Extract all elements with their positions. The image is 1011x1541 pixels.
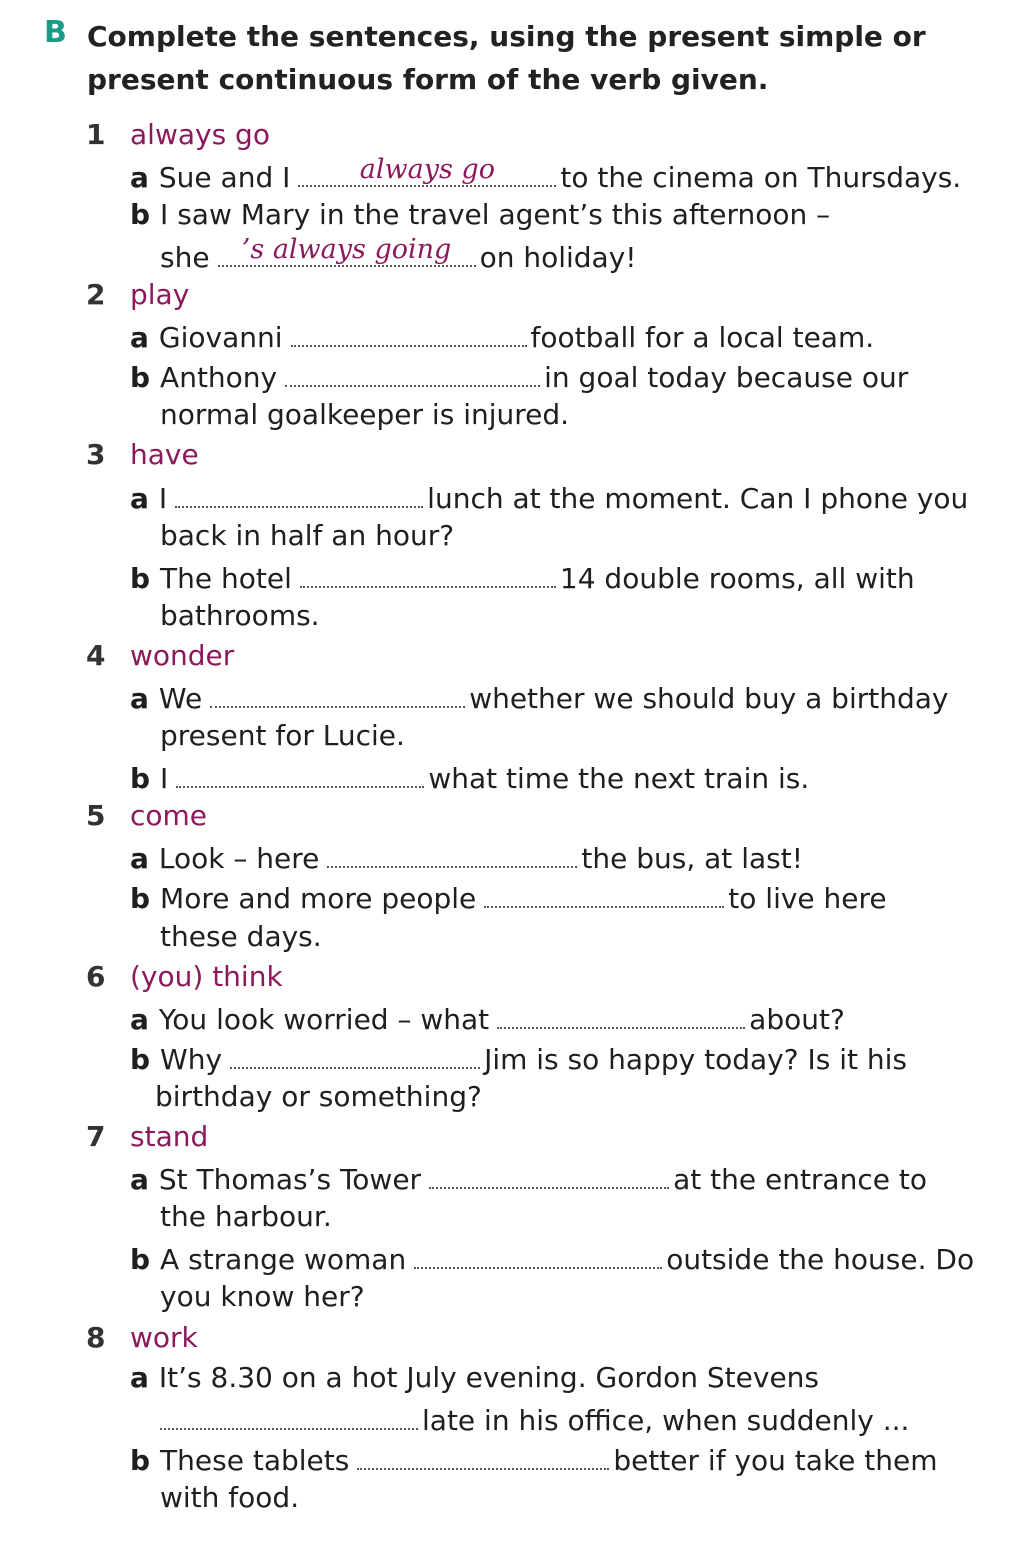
sentence-text: in goal today because our — [544, 361, 909, 394]
sentence-letter: a — [130, 321, 149, 354]
sentence-5b — [130, 876, 887, 919]
answer-blank[interactable] — [175, 476, 423, 508]
sentence-3a-cont: back in half an hour? — [160, 519, 455, 552]
sentence-1b-cont — [160, 235, 637, 278]
answer-blank[interactable] — [210, 676, 465, 708]
sentence-text: Why — [160, 1043, 223, 1076]
sentence-text: lunch at the moment. Can I phone you — [427, 482, 969, 515]
item-number: 4 — [86, 639, 106, 672]
answer-blank[interactable] — [429, 1157, 669, 1189]
sentence-4a — [130, 676, 948, 719]
sentence-letter: a — [130, 1163, 149, 1196]
sentence-2a — [130, 315, 874, 358]
sentence-text: football for a local team. — [530, 321, 875, 354]
sentence-6a — [130, 997, 845, 1040]
item-verb: have — [130, 438, 199, 471]
sentence-8b-cont: with food. — [160, 1481, 300, 1514]
handwritten-answer: ’s always going — [241, 234, 452, 265]
sentence-text: on holiday! — [479, 241, 637, 274]
sentence-2b — [130, 355, 908, 398]
answer-blank[interactable] — [176, 756, 424, 788]
sentence-text: Look – here — [158, 842, 320, 875]
sentence-3b — [130, 556, 915, 599]
item-number: 3 — [86, 438, 106, 471]
sentence-text: to live here — [728, 882, 887, 915]
sentence-text: I — [160, 762, 169, 795]
sentence-4b — [130, 756, 809, 799]
sentence-letter: b — [130, 1444, 151, 1477]
sentence-letter: b — [130, 1043, 151, 1076]
sentence-text: late in his office, when suddenly ... — [422, 1404, 910, 1437]
answer-blank[interactable] — [327, 836, 577, 868]
sentence-letter: b — [130, 198, 151, 231]
sentence-text: 14 double rooms, all with — [559, 562, 915, 595]
answer-blank[interactable] — [291, 315, 527, 347]
item-number: 7 — [86, 1120, 106, 1153]
sentence-2b-cont: normal goalkeeper is injured. — [160, 398, 570, 431]
sentence-text: about? — [749, 1003, 845, 1036]
sentence-text: It’s 8.30 on a hot July evening. Gordon Stevens — [158, 1361, 819, 1394]
sentence-8a — [130, 1358, 819, 1398]
sentence-letter: a — [130, 1003, 149, 1036]
item-verb: stand — [130, 1120, 209, 1153]
sentence-text: The hotel — [160, 562, 292, 595]
sentence-text: outside the house. Do — [666, 1243, 975, 1276]
sentence-3b-cont: bathrooms. — [160, 599, 320, 632]
sentence-text: to the cinema on Thursdays. — [560, 161, 962, 194]
item-verb: wonder — [130, 639, 235, 672]
exercise-instruction: Complete the sentences, using the present simple or present continuous form of the verb given. — [87, 20, 926, 96]
sentence-7a-cont: the harbour. — [160, 1200, 332, 1233]
sentence-7a — [130, 1157, 927, 1200]
sentence-letter: a — [130, 161, 149, 194]
sentence-letter: a — [130, 482, 149, 515]
sentence-text: These tablets — [160, 1444, 350, 1477]
answer-blank[interactable] — [357, 1438, 609, 1470]
answer-blank[interactable] — [160, 1398, 418, 1430]
sentence-letter: b — [130, 882, 151, 915]
sentence-text: Anthony — [160, 361, 278, 394]
answer-blank[interactable] — [230, 1037, 480, 1069]
item-number: 2 — [86, 278, 106, 311]
sentence-1b — [130, 195, 830, 235]
sentence-text: what time the next train is. — [428, 762, 810, 795]
sentence-text: We — [158, 682, 203, 715]
sentence-5a — [130, 836, 803, 879]
sentence-text: better if you take them — [613, 1444, 938, 1477]
answer-blank[interactable] — [497, 997, 745, 1029]
item-verb: always go — [130, 118, 270, 151]
sentence-text: whether we should buy a birthday — [469, 682, 949, 715]
exercise-letter: B — [44, 15, 67, 50]
sentence-3a — [130, 476, 968, 519]
sentence-letter: b — [130, 762, 151, 795]
sentence-text: I — [158, 482, 168, 515]
item-number: 8 — [86, 1321, 106, 1354]
item-number: 6 — [86, 960, 106, 993]
answer-blank[interactable] — [414, 1237, 662, 1269]
handwritten-answer: always go — [359, 154, 495, 185]
sentence-text: I saw Mary in the travel agent’s this afternoon – — [160, 198, 831, 231]
sentence-6b — [130, 1037, 907, 1080]
sentence-letter: b — [130, 1243, 151, 1276]
sentence-text: You look worried – what — [158, 1003, 490, 1036]
sentence-text: A strange woman — [160, 1243, 407, 1276]
sentence-letter: b — [130, 361, 151, 394]
sentence-4a-cont: present for Lucie. — [160, 719, 405, 752]
sentence-7b-cont: you know her? — [160, 1280, 365, 1313]
item-verb: come — [130, 799, 208, 832]
sentence-letter: a — [130, 1361, 149, 1394]
item-verb: work — [130, 1321, 198, 1354]
sentence-text: Sue and I — [158, 161, 291, 194]
sentence-1a — [130, 155, 961, 198]
sentence-text: St Thomas’s Tower — [158, 1163, 422, 1196]
sentence-8b — [130, 1438, 938, 1481]
sentence-letter: a — [130, 682, 149, 715]
answer-blank[interactable] — [285, 355, 540, 387]
sentence-6b-cont: birthday or something? — [155, 1080, 482, 1113]
sentence-text: the bus, at last! — [581, 842, 803, 875]
sentence-text: she — [160, 241, 210, 274]
answer-blank[interactable] — [298, 155, 556, 187]
sentence-8a-cont — [152, 1398, 909, 1441]
answer-blank[interactable] — [484, 876, 724, 908]
sentence-5b-cont: these days. — [160, 920, 322, 953]
item-number: 5 — [86, 799, 106, 832]
sentence-7b — [130, 1237, 974, 1280]
sentence-text: at the entrance to — [673, 1163, 927, 1196]
sentence-text: Jim is so happy today? Is it his — [484, 1043, 907, 1076]
sentence-text: More and more people — [160, 882, 477, 915]
item-number: 1 — [86, 118, 106, 151]
sentence-text: Giovanni — [158, 321, 283, 354]
answer-blank[interactable] — [218, 235, 476, 267]
sentence-letter: b — [130, 562, 151, 595]
sentence-letter: a — [130, 842, 149, 875]
answer-blank[interactable] — [300, 556, 556, 588]
item-verb: (you) think — [130, 960, 283, 993]
item-verb: play — [130, 278, 190, 311]
